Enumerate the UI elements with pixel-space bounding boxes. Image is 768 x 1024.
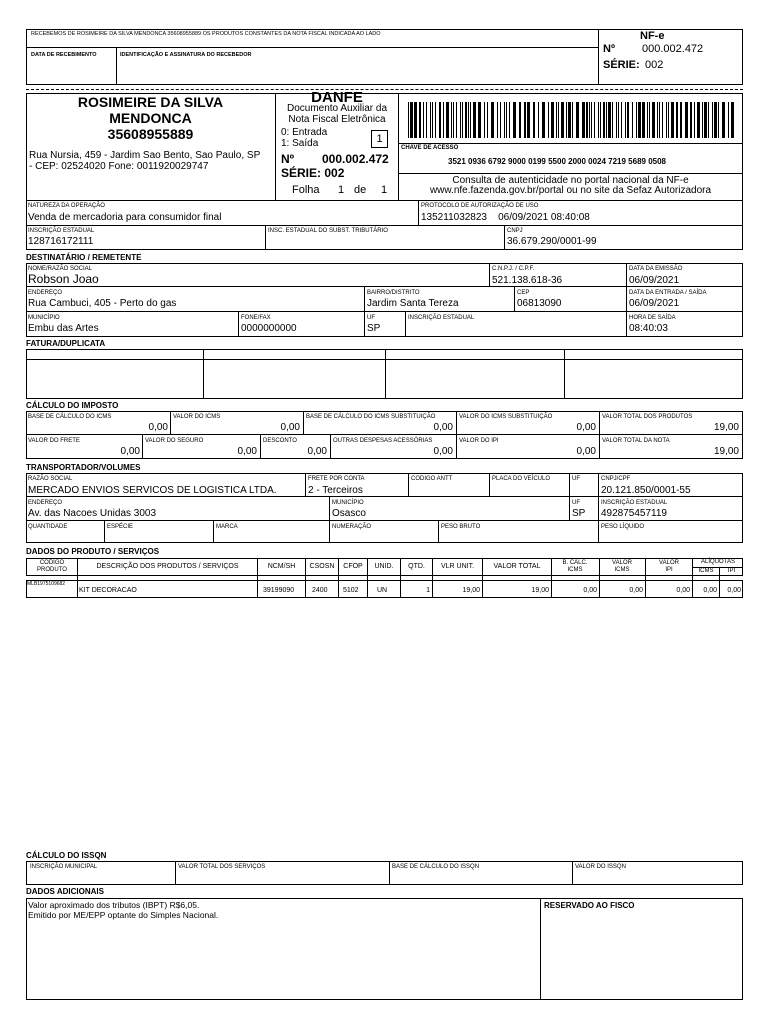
consult-line-1: Consulta de autenticidade no portal nacional da NF-e: [452, 175, 689, 186]
barcode-bar: [576, 102, 579, 138]
barcode-bar: [591, 102, 592, 138]
tax-r1-div-1: [170, 411, 171, 435]
receipt-divider: [598, 29, 599, 85]
th-ncm: NCM/SH: [267, 563, 296, 570]
transport-endereco: Av. das Nacoes Unidas 3003: [28, 508, 157, 519]
seguro-label: VALOR DO SEGURO: [145, 438, 204, 444]
total-nota-label: VALOR TOTAL DA NOTA: [602, 438, 670, 444]
barcode-bar: [558, 102, 559, 138]
outras: 0,00: [433, 446, 453, 457]
tr-r3-div-3: [329, 521, 330, 543]
ie-value: 128716172111: [28, 236, 94, 247]
tr-r2-div-3: [598, 497, 599, 521]
danfe-tipo-box: 1: [371, 130, 388, 148]
tax-r2-div-4: [456, 435, 457, 459]
th-descricao: DESCRIÇÃO DOS PRODUTOS / SERVIÇOS: [96, 563, 239, 570]
barcode-bar: [566, 102, 567, 138]
td-vicms: 0,00: [629, 587, 643, 594]
danfe-saida: 1: Saída: [281, 138, 319, 149]
recipient-endereco: Rua Cambuci, 405 - Perto do gas: [28, 298, 177, 309]
additional-section: DADOS ADICIONAIS: [26, 887, 104, 896]
barcode-bar: [714, 102, 717, 138]
barcode-bar: [718, 102, 719, 138]
barcode-bar: [513, 102, 516, 138]
barcode-bar: [647, 102, 648, 138]
barcode-bar: [690, 102, 692, 138]
transport-placa-label: PLACA DO VEÍCULO: [492, 476, 551, 482]
issqn-bc-label: BASE DE CÁLCULO DO ISSQN: [392, 864, 480, 870]
consult-line-2: www.nfe.fazenda.gov.br/portal ou no site da Sefaz Autorizadora: [429, 185, 712, 196]
barcode-bar: [603, 102, 605, 138]
tax-r1-div-2: [303, 411, 304, 435]
receipt-sign-divider: [116, 47, 117, 85]
barcode-bar: [509, 102, 510, 138]
recipient-cpf-label: C.N.P.J. / C.P.F.: [492, 266, 535, 272]
barcode-bar: [432, 102, 433, 138]
barcode-bar: [649, 102, 650, 138]
tax-r2-div-5: [599, 435, 600, 459]
barcode-bar: [638, 102, 641, 138]
barcode-bar: [561, 102, 564, 138]
barcode-bar: [642, 102, 645, 138]
barcode-bar: [551, 102, 554, 138]
issqn-section: CÁLCULO DO ISSQN: [26, 851, 107, 860]
recipient-r3-div-4: [626, 312, 627, 337]
tax-r2-div-2: [260, 435, 261, 459]
recipient-uf: SP: [367, 323, 381, 334]
transport-section: TRANSPORTADOR/VOLUMES: [26, 463, 141, 472]
transport-uf-label: UF: [572, 476, 580, 482]
tr-r1-div-2: [408, 473, 409, 497]
barcode-bar: [621, 102, 622, 138]
barcode-bar: [606, 102, 607, 138]
barcode-bar: [568, 102, 571, 138]
transport-ie: 492875457119: [601, 508, 667, 519]
barcode-bar: [702, 102, 703, 138]
barcode-bar: [594, 102, 595, 138]
total-prod: 19,00: [713, 422, 739, 433]
recipient-fone: 0000000000: [241, 323, 297, 334]
receipt-number-label: Nº: [603, 43, 615, 55]
additional-line-2: Emitido por ME/EPP optante do Simples Nacional.: [28, 910, 219, 920]
barcode-bar: [612, 102, 613, 138]
barcode-image: [408, 102, 738, 138]
barcode-bar: [414, 102, 417, 138]
th-vicms: VALOR ICMS: [612, 560, 632, 573]
danfe-sub1: Documento Auxiliar da: [286, 103, 388, 114]
barcode-bar: [419, 102, 421, 138]
protocolo-label: PROTOCOLO DE AUTORIZAÇÃO DE USO: [421, 203, 539, 209]
barcode-bar: [662, 102, 663, 138]
receipt-sign-label: IDENTIFICAÇÃO E ASSINATURA DO RECEBEDOR: [120, 52, 252, 58]
recipient-r2-div-1: [364, 287, 365, 312]
barcode-bar: [527, 102, 530, 138]
natureza-value: Venda de mercadoria para consumidor final: [28, 212, 222, 223]
barcode-bar: [524, 102, 526, 138]
transport-razao-label: RAZÃO SOCIAL: [28, 476, 73, 482]
barcode-bar: [533, 102, 535, 138]
header-key-line: [398, 143, 743, 144]
td-ncm: 39199090: [263, 587, 295, 594]
barcode-bar: [430, 102, 431, 138]
products-section: DADOS DO PRODUTO / SERVIÇOS: [26, 547, 160, 556]
th-vunit: VLR UNIT.: [440, 563, 475, 570]
barcode-bar: [491, 102, 494, 138]
emitter-name-1: ROSIMEIRE DA SILVA: [77, 94, 224, 110]
issqn-div-2: [389, 861, 390, 885]
barcode-bar: [519, 102, 521, 138]
tr-r1-div-3: [489, 473, 490, 497]
barcode-bar: [685, 102, 688, 138]
tr-r3-div-1: [104, 521, 105, 543]
barcode-bar: [446, 102, 449, 138]
tr-r2-div-1: [329, 497, 330, 521]
barcode-bar: [632, 102, 633, 138]
receipt-nfe-title: NF-e: [640, 30, 665, 42]
barcode-bar: [704, 102, 707, 138]
td-aicms: 0,00: [703, 587, 717, 594]
issqn-row: [26, 861, 743, 885]
barcode-bar: [600, 102, 601, 138]
barcode-bar: [435, 102, 436, 138]
barcode-bar: [625, 102, 626, 138]
barcode-bar: [589, 102, 590, 138]
barcode-bar: [426, 102, 427, 138]
access-key: 3521 0936 6792 9000 0199 5500 2000 0024 7219 5689 0508: [448, 157, 666, 166]
fisco-label: RESERVADO AO FISCO: [544, 901, 635, 910]
barcode-bar: [443, 102, 444, 138]
barcode-bar: [676, 102, 678, 138]
barcode-bar: [462, 102, 463, 138]
barcode-bar: [598, 102, 599, 138]
bc-icms: 0,00: [148, 422, 168, 433]
recipient-municipio-label: MUNICÍPIO: [28, 315, 60, 321]
th-aicms: ICMS: [698, 568, 714, 574]
th-codigo: CÓDIGO PRODUTO: [37, 560, 67, 573]
transport-antt-label: CODIGO ANTT: [411, 476, 453, 482]
transport-endereco-label: ENDEREÇO: [28, 500, 63, 506]
barcode-bar: [712, 102, 713, 138]
barcode-bar: [652, 102, 655, 138]
total-prod-label: VALOR TOTAL DOS PRODUTOS: [602, 414, 693, 420]
barcode-bar: [542, 102, 545, 138]
transport-frete-label: FRETE POR CONTA: [308, 476, 365, 482]
emitter-name-3: 35608955889: [107, 126, 194, 142]
recipient-cep-label: CEP: [517, 290, 530, 296]
tr-r3-div-4: [438, 521, 439, 543]
transport-marca-label: MARCA: [216, 524, 238, 530]
access-key-label: CHAVE DE ACESSO: [401, 145, 459, 151]
seguro: 0,00: [237, 446, 257, 457]
cnpj-label: CNPJ: [507, 228, 523, 234]
recipient-r1-div-2: [626, 263, 627, 287]
td-csosn: 2400: [312, 587, 328, 594]
recipient-r3-div-1: [238, 312, 239, 337]
barcode-bar: [728, 102, 729, 138]
ie-st-label: INSC. ESTADUAL DO SUBST. TRIBUTÁRIO: [268, 228, 388, 234]
barcode-bar: [668, 102, 669, 138]
barcode-bar: [657, 102, 658, 138]
total-nota: 19,00: [713, 446, 739, 457]
barcode-bar: [478, 102, 481, 138]
ie-div-1: [265, 226, 266, 250]
barcode-bar: [731, 102, 734, 138]
recipient-hora: 08:40:03: [629, 323, 668, 334]
barcode-bar: [722, 102, 725, 138]
th-aipi: IPI: [727, 568, 736, 574]
th-unid: UNID.: [374, 563, 394, 570]
barcode-bar: [708, 102, 709, 138]
recipient-r2-div-2: [514, 287, 515, 312]
fatura-section: FATURA/DUPLICATA: [26, 339, 106, 348]
recipient-bairro-label: BAIRRO/DISTRITO: [367, 290, 420, 296]
receipt-date-label: DATA DE RECEBIMENTO: [31, 52, 97, 58]
receipt-number: 000.002.472: [642, 43, 704, 55]
recipient-r3-div-3: [405, 312, 406, 337]
transport-razao: MERCADO ENVIOS SERVICOS DE LOGISTICA LTDA.: [28, 485, 277, 496]
icms: 0,00: [280, 422, 300, 433]
recipient-emissao-label: DATA DA EMISSÃO: [629, 266, 683, 272]
recipient-bairro: Jardim Santa Tereza: [367, 298, 459, 309]
barcode-bar: [659, 102, 660, 138]
recipient-municipio: Embu das Artes: [28, 323, 99, 334]
tax-r1-div-4: [599, 411, 600, 435]
transport-qtd-label: QUANTIDADE: [28, 524, 68, 530]
fatura-div-3: [564, 349, 565, 399]
td-vipi: 0,00: [676, 587, 690, 594]
barcode-bar: [506, 102, 507, 138]
danfe-entrada: 0: Entrada: [281, 127, 328, 138]
td-vunit: 19,00: [462, 587, 480, 594]
th-aliq: ALÍQUOTAS: [701, 559, 735, 565]
tax-r1-div-3: [456, 411, 457, 435]
barcode-bar: [497, 102, 498, 138]
tax-r2-div-3: [330, 435, 331, 459]
cnpj-value: 36.679.290/0001-99: [507, 236, 597, 247]
barcode-bar: [465, 102, 467, 138]
barcode-bar: [453, 102, 454, 138]
barcode-bar: [451, 102, 452, 138]
transport-frete: 2 - Terceiros: [308, 485, 363, 496]
natureza-div: [418, 201, 419, 226]
transport-especie-label: ESPÉCIE: [107, 524, 134, 530]
barcode-bar: [538, 102, 539, 138]
recipient-emissao: 06/09/2021: [629, 275, 680, 286]
barcode-bar: [487, 102, 488, 138]
icms-st-label: VALOR DO ICMS SUBSTITUIÇÃO: [459, 414, 553, 420]
frete: 0,00: [120, 446, 140, 457]
barcode-bar: [608, 102, 611, 138]
receipt-serie: 002: [645, 59, 664, 71]
desconto-label: DESCONTO: [263, 438, 297, 444]
additional-div: [540, 898, 541, 1000]
barcode-bar: [586, 102, 588, 138]
recipient-entrada: 06/09/2021: [629, 298, 680, 309]
issqn-valor-label: VALOR DO ISSQN: [575, 864, 626, 870]
barcode-bar: [484, 102, 485, 138]
desconto: 0,00: [307, 446, 327, 457]
receipt-text: RECEBEMOS DE ROSIMEIRE DA SILVA MENDONCA 35608955889 OS PRODUTOS CONSTANTES DA NOTA FISCAL INDICADA AO LADO: [31, 31, 381, 37]
issqn-div-3: [572, 861, 573, 885]
danfe-folha: 1: [338, 184, 345, 196]
danfe-sub2: Nota Fiscal Eletrônica: [288, 114, 386, 125]
natureza-label: NATUREZA DA OPERAÇÃO: [28, 203, 105, 209]
transport-bruto-label: PESO BRUTO: [441, 524, 481, 530]
barcode-bar: [616, 102, 617, 138]
recipient-section: DESTINATÁRIO / REMETENTE: [26, 253, 142, 262]
transport-municipio-label: MUNICÍPIO: [332, 500, 364, 506]
header-consult-line: [398, 173, 743, 174]
barcode-bar: [556, 102, 557, 138]
td-descricao: KIT DECORACAO: [79, 587, 137, 594]
danfe-de-label: de: [354, 184, 367, 196]
tax-r2-div-1: [142, 435, 143, 459]
barcode-bar: [697, 102, 700, 138]
ie-div-2: [504, 226, 505, 250]
th-csosn: CSOSN: [309, 563, 335, 570]
tr-r1-div-4: [569, 473, 570, 497]
td-aipi: 0,00: [727, 587, 741, 594]
transport-uf2-label: UF: [572, 500, 580, 506]
bc-st-label: BASE DE CÁLCULO DO ICMS SUBSTITUIÇÃO: [306, 414, 436, 420]
barcode-bar: [456, 102, 457, 138]
recipient-r2-div-3: [626, 287, 627, 312]
recipient-cpf: 521.138.618-36: [492, 275, 563, 286]
transport-liquido-label: PESO LÍQUIDO: [601, 524, 645, 530]
barcode-bar: [408, 102, 409, 138]
recipient-ie-label: INSCRIÇÃO ESTADUAL: [408, 315, 475, 321]
emitter-address: Rua Nursia, 459 - Jardim Sao Bento, Sao Paulo, SP: [29, 150, 261, 161]
recipient-cep: 06813090: [517, 298, 562, 309]
barcode-bar: [504, 102, 505, 138]
td-cfop: 5102: [343, 587, 359, 594]
barcode-bar: [423, 102, 424, 138]
barcode-bar: [439, 102, 441, 138]
danfe-folha-label: Folha: [292, 184, 320, 196]
barcode-bar: [548, 102, 549, 138]
tax-section: CÁLCULO DO IMPOSTO: [26, 401, 119, 410]
td-vtotal: 19,00: [531, 587, 549, 594]
ipi: 0,00: [576, 446, 596, 457]
bc-st: 0,00: [433, 422, 453, 433]
receipt-hline: [26, 47, 598, 48]
danfe-number: 000.002.472: [322, 152, 389, 166]
tr-r3-div-2: [213, 521, 214, 543]
danfe-number-label: Nº: [281, 152, 295, 166]
th-bcicms: B. CÁLC. ICMS: [562, 560, 588, 573]
recipient-uf-label: UF: [367, 315, 375, 321]
recipient-name: Robson Joao: [28, 272, 99, 286]
danfe-title: DANFE: [311, 89, 363, 106]
fatura-div-1: [203, 349, 204, 399]
barcode-bar: [680, 102, 682, 138]
transport-cnpj: 20.121.850/0001-55: [601, 485, 691, 496]
receipt-serie-label: SÉRIE:: [603, 59, 640, 71]
additional-line-1: Valor aproximado dos tributos (IBPT) R$6,05.: [28, 900, 200, 910]
transport-ie-label: INSCRIÇÃO ESTADUAL: [601, 500, 668, 506]
recipient-name-label: NOME/RAZÃO SOCIAL: [28, 266, 93, 272]
transport-uf2: SP: [572, 508, 586, 519]
barcode-bar: [410, 102, 413, 138]
tr-r2-div-2: [569, 497, 570, 521]
th-qtd: QTD.: [408, 563, 425, 570]
recipient-r1-div-1: [489, 263, 490, 287]
recipient-hora-label: HORA DE SAÍDA: [629, 315, 676, 321]
emitter-name-2: MENDONCA: [109, 110, 192, 126]
issqn-div-1: [175, 861, 176, 885]
emitter-address-2: - CEP: 02524020 Fone: 0011920029747: [29, 161, 209, 172]
tr-r1-div-5: [598, 473, 599, 497]
tr-r1-div-1: [305, 473, 306, 497]
td-codigo: MLB1975109682: [27, 581, 66, 587]
barcode-bar: [666, 102, 667, 138]
td-qtd: 1: [426, 587, 430, 594]
tr-r3-div-5: [598, 521, 599, 543]
frete-label: VALOR DO FRETE: [28, 438, 80, 444]
fatura-div-2: [385, 349, 386, 399]
th-cfop: CFOP: [343, 563, 363, 570]
barcode-bar: [470, 102, 471, 138]
icms-label: VALOR DO ICMS: [173, 414, 221, 420]
barcode-bar: [460, 102, 461, 138]
th-vipi: VALOR IPI: [659, 560, 679, 573]
barcode-bar: [468, 102, 469, 138]
ie-label: INSCRIÇÃO ESTADUAL: [28, 228, 95, 234]
transport-numeracao-label: NUMERAÇÃO: [332, 524, 372, 530]
danfe-serie: SÉRIE: 002: [281, 166, 345, 180]
outras-label: OUTRAS DESPESAS ACESSÓRIAS: [333, 438, 433, 444]
issqn-total-label: VALOR TOTAL DOS SERVIÇOS: [178, 864, 266, 870]
recipient-fone-label: FONE/FAX: [241, 315, 271, 321]
issqn-im-label: INSCRIÇÃO MUNICIPAL: [30, 864, 98, 870]
transport-municipio: Osasco: [332, 508, 366, 519]
recipient-entrada-label: DATA DA ENTRADA / SAÍDA: [629, 290, 707, 296]
protocolo-value: 135211032823 06/09/2021 08:40:08: [421, 212, 590, 223]
bc-icms-label: BASE DE CÁLCULO DO ICMS: [28, 414, 112, 420]
th-vtotal: VALOR TOTAL: [493, 563, 541, 570]
barcode-bar: [618, 102, 619, 138]
icms-st: 0,00: [576, 422, 596, 433]
danfe-total-folhas: 1: [381, 184, 388, 196]
barcode-bar: [572, 102, 573, 138]
recipient-endereco-label: ENDEREÇO: [28, 290, 63, 296]
barcode-bar: [671, 102, 674, 138]
td-unid: UN: [377, 587, 388, 594]
transport-cnpj-label: CNPJ/CPF: [601, 476, 631, 482]
barcode-bar: [694, 102, 695, 138]
barcode-bar: [627, 102, 629, 138]
barcode-bar: [582, 102, 585, 138]
barcode-bar: [636, 102, 637, 138]
barcode-bar: [500, 102, 501, 138]
td-bcicms: 0,00: [583, 587, 597, 594]
barcode-bar: [473, 102, 476, 138]
recipient-r3-div-2: [364, 312, 365, 337]
ipi-label: VALOR DO IPI: [459, 438, 499, 444]
